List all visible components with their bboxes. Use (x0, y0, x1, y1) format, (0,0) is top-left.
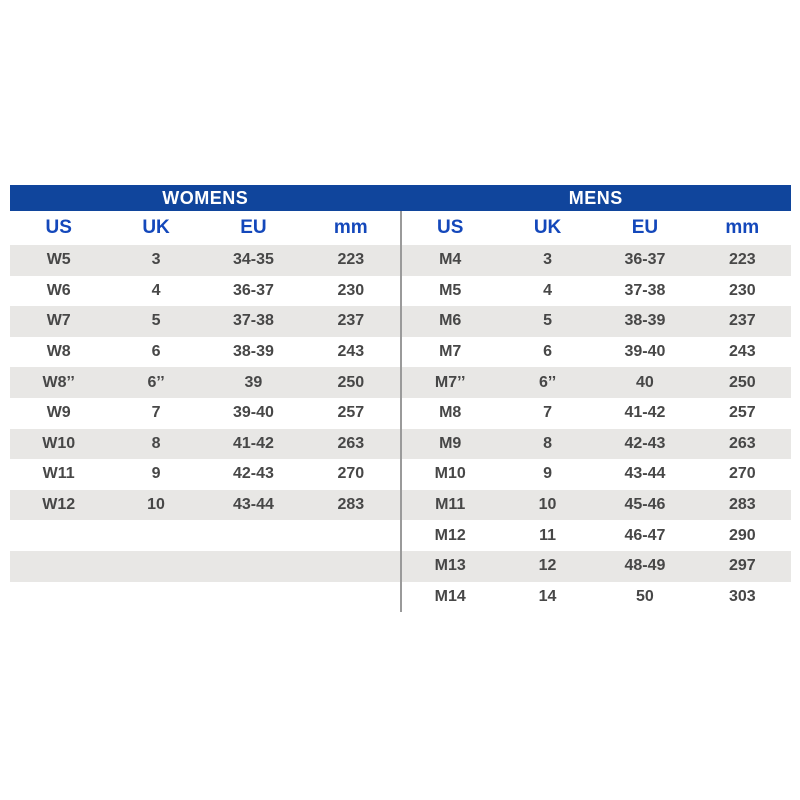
size-cell: M14 (434, 587, 466, 605)
size-cell: M13 (434, 557, 466, 575)
size-cell: 263 (337, 434, 365, 452)
size-cell: W5 (46, 251, 71, 269)
size-cell: 263 (728, 434, 756, 452)
mens-rows (402, 245, 792, 612)
size-cell: M6 (439, 312, 462, 330)
size-cell: 48-49 (624, 557, 666, 575)
table-row (10, 551, 400, 582)
table-row (10, 306, 400, 337)
size-cell: 250 (728, 373, 756, 391)
size-cell: M4 (439, 251, 462, 269)
size-cell: 10 (538, 496, 557, 514)
table-row (10, 276, 400, 307)
table-row (10, 245, 400, 276)
size-cell: 283 (728, 496, 756, 514)
table-row (402, 306, 792, 337)
size-cell: 9 (543, 465, 553, 483)
size-cell: 46-47 (624, 526, 666, 544)
size-cell: 270 (728, 465, 756, 483)
size-conversion-chart (10, 185, 791, 612)
size-cell: 243 (728, 343, 756, 361)
table-row (402, 520, 792, 551)
size-cell: 5 (151, 312, 161, 330)
size-cell: 8 (543, 434, 553, 452)
size-cell: 6 (543, 343, 553, 361)
size-cell: 297 (728, 557, 756, 575)
size-cell: W11 (42, 465, 75, 483)
mens-table (402, 211, 792, 612)
table-row (402, 367, 792, 398)
table-row (402, 459, 792, 490)
column-header: UK (533, 217, 562, 238)
size-cell: 43-44 (624, 465, 666, 483)
size-cell: W6 (46, 281, 71, 299)
size-cell: 250 (337, 373, 365, 391)
size-cell: 34-35 (232, 251, 274, 269)
table-row (402, 337, 792, 368)
size-cell: 42-43 (232, 465, 274, 483)
size-cell: 223 (728, 251, 756, 269)
size-cell: W9 (46, 404, 71, 422)
size-cell: 6’’ (538, 373, 557, 391)
size-cell: 3 (543, 251, 553, 269)
table-row (10, 398, 400, 429)
size-cell: 5 (543, 312, 553, 330)
table-row (10, 337, 400, 368)
size-cell: M10 (434, 465, 466, 483)
size-cell: W7 (46, 312, 71, 330)
size-cell: 7 (151, 404, 161, 422)
size-cell: 36-37 (624, 251, 666, 269)
size-cell: 7 (543, 404, 553, 422)
table-row (10, 429, 400, 460)
size-cell: 50 (636, 587, 654, 605)
table-row (402, 276, 792, 307)
chart-title-bar (10, 185, 791, 211)
size-cell: 303 (728, 587, 756, 605)
size-cell: M11 (435, 496, 466, 514)
size-cell: 41-42 (624, 404, 666, 422)
size-cell: M12 (434, 526, 466, 544)
size-cell: W10 (42, 434, 76, 452)
size-cell: 6 (151, 343, 161, 361)
table-row (10, 520, 400, 551)
size-cell: 270 (337, 465, 365, 483)
size-cell: M8 (439, 404, 462, 422)
column-header: US (45, 217, 72, 238)
table-title-womens: WOMENS (162, 187, 249, 208)
size-cell: 39 (244, 373, 263, 391)
size-cell: 230 (337, 281, 365, 299)
size-cell: M9 (439, 434, 462, 452)
size-cell: W12 (42, 496, 76, 514)
table-row (402, 551, 792, 582)
mens-column-headers (402, 211, 792, 245)
size-cell: 42-43 (624, 434, 666, 452)
size-cell: 38-39 (232, 343, 274, 361)
size-cell: 4 (151, 281, 161, 299)
size-cell: 8 (151, 434, 161, 452)
table-row (10, 367, 400, 398)
size-cell: 9 (151, 465, 161, 483)
size-cell: W8 (46, 343, 71, 361)
size-cell: 38-39 (624, 312, 666, 330)
womens-rows (10, 245, 400, 582)
size-cell: 4 (543, 281, 553, 299)
size-cell: 237 (728, 312, 756, 330)
column-header: mm (725, 217, 760, 238)
size-cell: M7 (439, 343, 462, 361)
size-cell: 257 (337, 404, 365, 422)
column-header: UK (142, 217, 170, 238)
size-cell: 39-40 (624, 343, 666, 361)
table-row (10, 459, 400, 490)
size-cell: 6’’ (147, 373, 165, 391)
size-cell: 43-44 (232, 496, 274, 514)
column-header: EU (240, 217, 267, 238)
size-cell: 283 (337, 496, 365, 514)
size-cell: 36-37 (232, 281, 274, 299)
size-cell: 37-38 (624, 281, 666, 299)
size-cell: M5 (439, 281, 462, 299)
size-cell: 237 (337, 312, 365, 330)
size-cell: 45-46 (624, 496, 666, 514)
table-row (402, 398, 792, 429)
size-cell: W8’’ (42, 373, 75, 391)
size-cell: 39-40 (232, 404, 274, 422)
size-cell: 11 (539, 526, 557, 544)
size-cell: 3 (151, 251, 161, 269)
womens-column-headers (10, 211, 400, 245)
column-header: EU (631, 217, 659, 238)
size-cell: 40 (636, 373, 654, 391)
size-cell: 230 (728, 281, 756, 299)
size-cell: 12 (538, 557, 557, 575)
size-cell: 243 (337, 343, 365, 361)
table-row (10, 490, 400, 521)
size-cell: 41-42 (232, 434, 274, 452)
table-row (402, 582, 792, 613)
size-cell: 223 (337, 251, 365, 269)
column-header: US (436, 217, 464, 238)
size-cell: 10 (147, 496, 165, 514)
womens-table (10, 211, 400, 582)
tables-area (10, 211, 791, 612)
size-cell: M7’’ (434, 373, 466, 391)
table-row (402, 245, 792, 276)
column-header: mm (333, 217, 368, 238)
size-cell: 37-38 (232, 312, 274, 330)
table-row (402, 490, 792, 521)
size-cell: 14 (538, 587, 557, 605)
size-cell: 257 (728, 404, 756, 422)
table-row (402, 429, 792, 460)
table-title-mens: MENS (568, 187, 623, 208)
size-cell: 290 (728, 526, 756, 544)
